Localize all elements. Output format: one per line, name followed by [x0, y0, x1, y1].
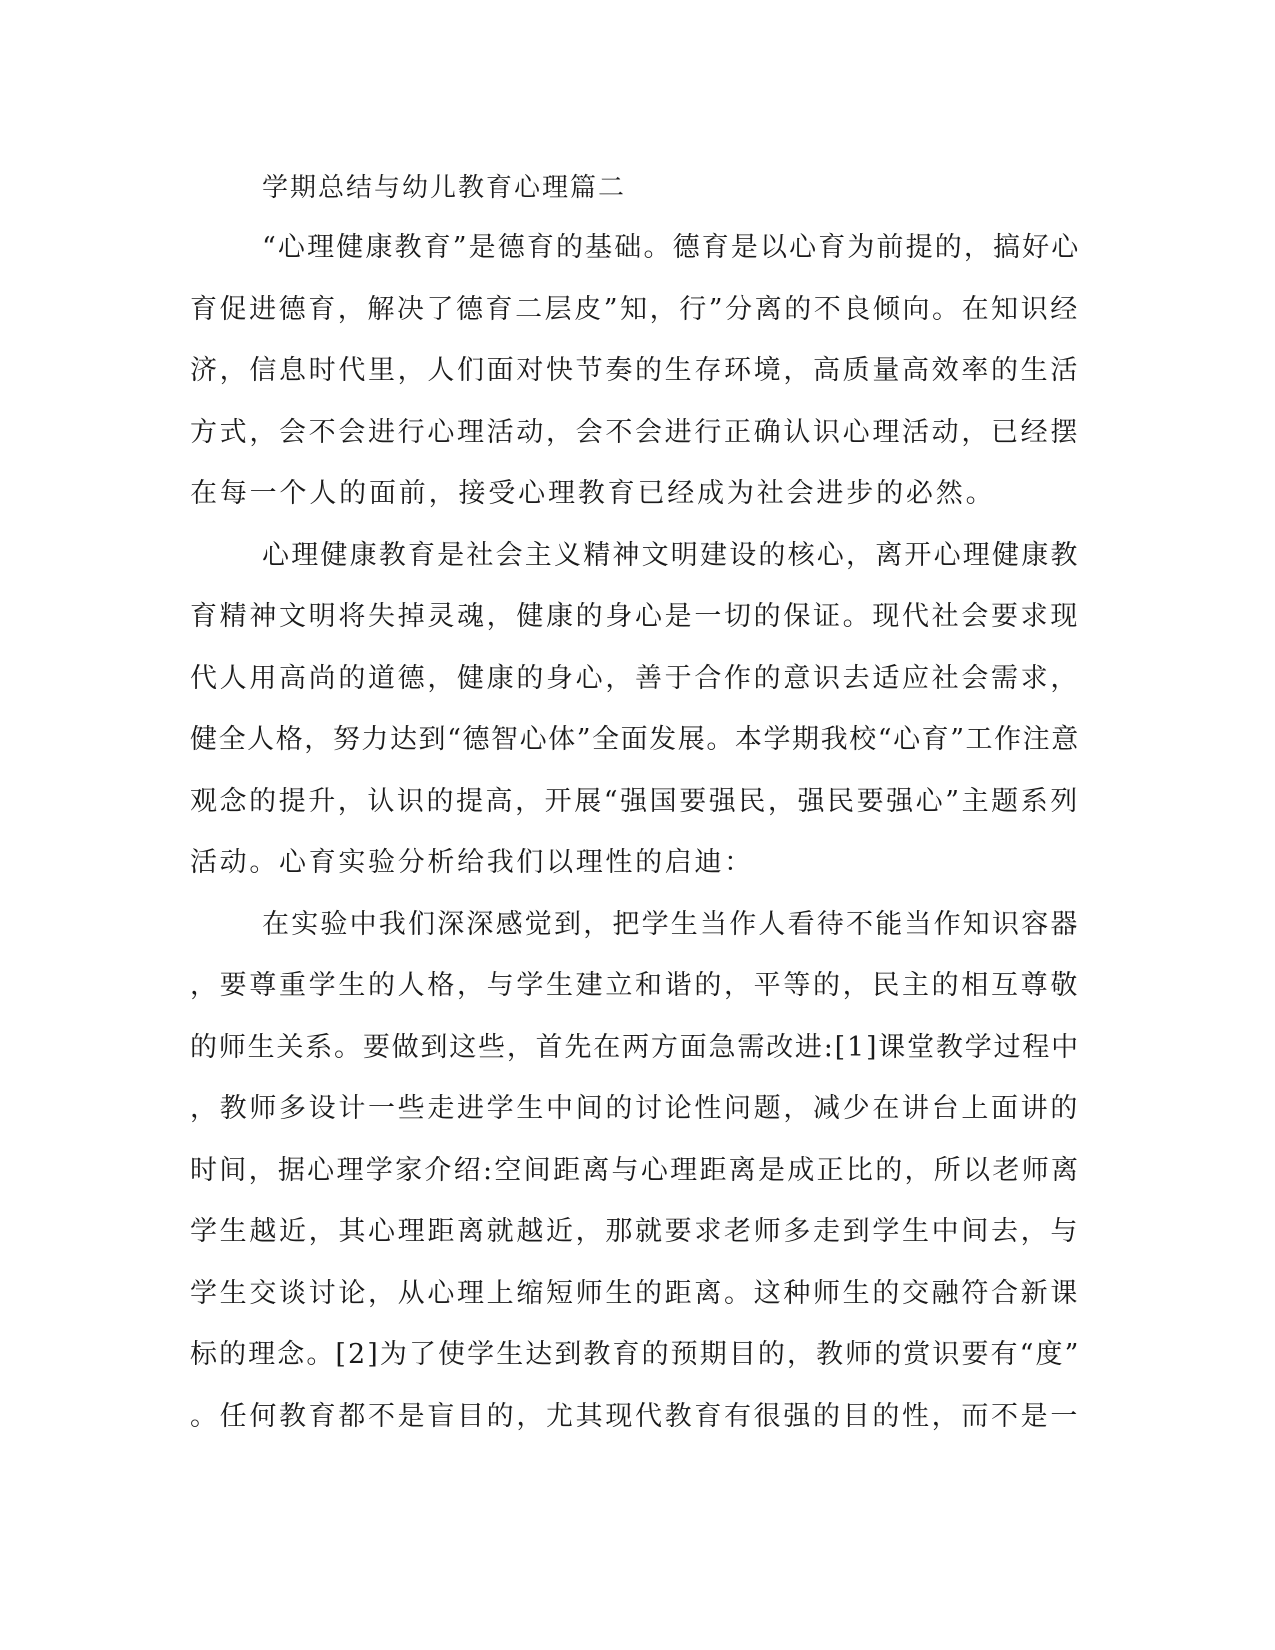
text-line: 方式，会不会进行心理活动，会不会进行正确认识心理活动，已经摆: [190, 416, 1080, 448]
text-line: 的师生关系。要做到这些，首先在两方面急需改进:[1]课堂教学过程中: [190, 1031, 1080, 1063]
text-line: 时间，据心理学家介绍:空间距离与心理距离是成正比的，所以老师离: [190, 1154, 1081, 1186]
text-line: 育促进德育，解决了德育二层皮”知，行”分离的不良倾向。在知识经: [190, 293, 1080, 325]
document-body: [190, 228, 1090, 1458]
text-line: 代人用高尚的道德，健康的身心，善于合作的意识去适应社会需求，: [190, 662, 1080, 694]
text-line: 学生交谈讨论，从心理上缩短师生的距离。这种师生的交融符合新课: [190, 1277, 1080, 1309]
document-title: 学期总结与幼儿教育心理篇二: [262, 173, 627, 203]
text-line: 活动。心育实验分析给我们以理性的启迪：: [190, 847, 754, 878]
text-line: “心理健康教育”是德育的基础。德育是以心育为前提的，搞好心: [262, 232, 1081, 263]
text-line: ，要尊重学生的人格，与学生建立和谐的，平等的，民主的相互尊敬: [190, 970, 1080, 1001]
text-line: 学生越近，其心理距离就越近，那就要求老师多走到学生中间去，与: [190, 1216, 1080, 1247]
text-line: ，教师多设计一些走进学生中间的讨论性问题，减少在讲台上面讲的: [190, 1093, 1080, 1124]
text-line: 观念的提升，认识的提高，开展“强国要强民，强民要强心”主题系列: [190, 785, 1080, 817]
text-line: 心理健康教育是社会主义精神文明建设的核心，离开心理健康教: [262, 539, 1080, 571]
text-line: 育精神文明将失掉灵魂，健康的身心是一切的保证。现代社会要求现: [190, 601, 1080, 632]
text-line: 标的理念。[2]为了使学生达到教育的预期目的，教师的赏识要有“度”: [190, 1339, 1081, 1370]
text-line: 在每一个人的面前，接受心理教育已经成为社会进步的必然。: [190, 478, 996, 509]
text-line: 济，信息时代里，人们面对快节奏的生存环境，高质量高效率的生活: [190, 355, 1080, 386]
text-line: 健全人格，努力达到“德智心体”全面发展。本学期我校“心育”工作注意: [190, 724, 1080, 755]
text-line: 。任何教育都不是盲目的，尤其现代教育有很强的目的性，而不是一: [190, 1400, 1080, 1432]
text-line: 在实验中我们深深感觉到，把学生当作人看待不能当作知识容器: [262, 908, 1080, 940]
